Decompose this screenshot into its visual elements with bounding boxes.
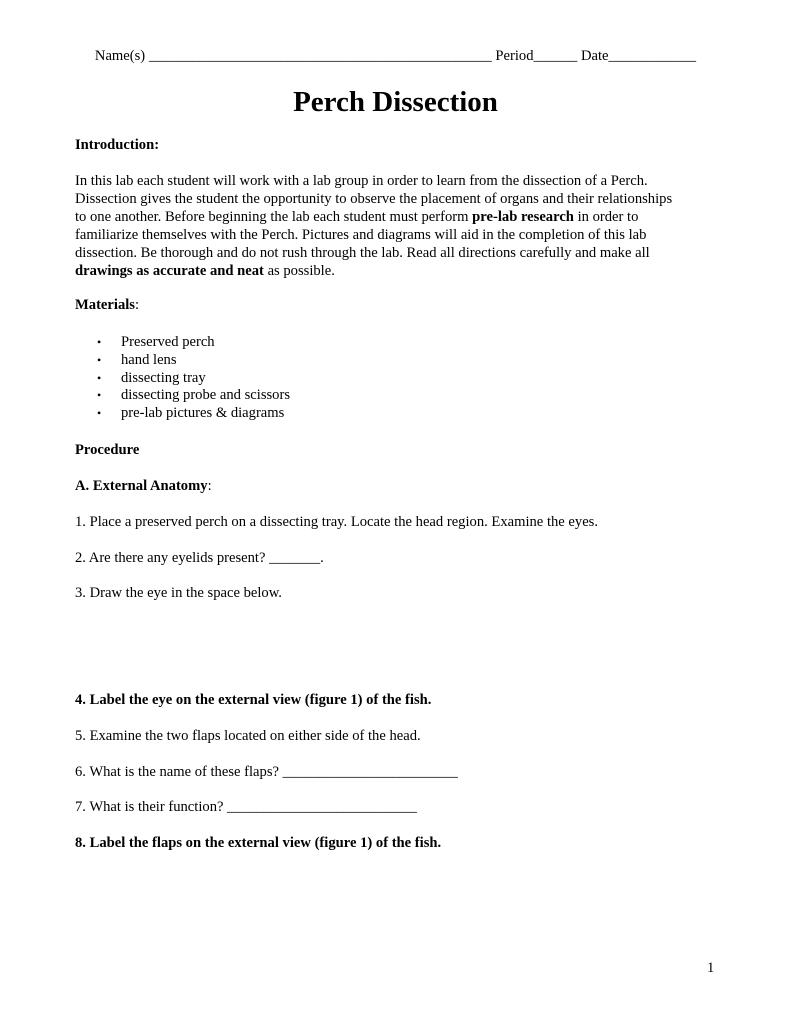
step-8: 8. Label the flaps on the external view (figure 1) of the fish. (75, 835, 442, 851)
materials-heading-text: Materials (75, 297, 135, 313)
date-label: Date (580, 48, 609, 64)
drawings-emphasis: drawings as accurate and neat (75, 263, 264, 279)
intro-line-6 (75, 262, 335, 280)
step-5: 5. Examine the two flaps located on either side of the head. (75, 728, 421, 744)
period-label: Period (495, 48, 534, 64)
material-item: pre-lab pictures & diagrams (121, 405, 285, 421)
bullet-icon: • (97, 406, 102, 420)
bullet-icon: • (97, 388, 102, 402)
materials-colon: : (134, 297, 140, 313)
page-number: 1 (707, 960, 715, 976)
section-a-heading (75, 477, 212, 495)
bullet-icon: • (97, 353, 102, 367)
material-item: Preserved perch (121, 334, 215, 350)
intro-line-3-start: to one another. Before beginning the lab each student must perform (75, 209, 473, 225)
pre-lab-research-emphasis: pre-lab research (472, 209, 574, 225)
bullet-icon: • (97, 371, 102, 385)
page-title: Perch Dissection (293, 86, 498, 118)
procedure-heading: Procedure (75, 442, 140, 458)
material-item: hand lens (121, 352, 177, 368)
header-line (0, 47, 791, 65)
step-3: 3. Draw the eye in the space below. (75, 585, 282, 601)
names-blank[interactable]: _______________________________________________ (148, 48, 492, 64)
step-7: 7. What is their function? __________________________ (75, 799, 417, 815)
section-a-heading-text: A. External Anatomy (75, 478, 208, 494)
introduction-heading: Introduction: (75, 137, 160, 153)
intro-line-4: familiarize themselves with the Perch. Pictures and diagrams will aid in the completion of this lab (75, 227, 647, 243)
materials-heading (75, 296, 139, 314)
material-item: dissecting tray (121, 370, 206, 386)
intro-line-3 (75, 208, 638, 226)
step-2: 2. Are there any eyelids present? _______. (75, 550, 324, 566)
intro-line-2: Dissection gives the student the opportunity to observe the placement of organs and their relationships (75, 191, 673, 207)
period-blank[interactable]: ______ (533, 48, 578, 64)
bullet-icon: • (97, 335, 102, 349)
intro-line-5: dissection. Be thorough and do not rush through the lab. Read all directions carefully and make all (75, 245, 650, 261)
date-blank[interactable]: ____________ (608, 48, 697, 64)
intro-line-6-end: as possible. (263, 263, 335, 279)
step-1: 1. Place a preserved perch on a dissecting tray. Locate the head region. Examine the eyes. (75, 514, 598, 530)
material-item: dissecting probe and scissors (121, 387, 291, 403)
step-4: 4. Label the eye on the external view (figure 1) of the fish. (75, 692, 432, 708)
intro-line-3-end: in order to (573, 209, 639, 225)
step-6: 6. What is the name of these flaps? ________________________ (75, 764, 458, 780)
section-a-colon: : (207, 478, 212, 494)
names-label: Name(s) (94, 48, 146, 64)
intro-line-1: In this lab each student will work with a lab group in order to learn from the dissection of a Perch. (75, 173, 648, 189)
